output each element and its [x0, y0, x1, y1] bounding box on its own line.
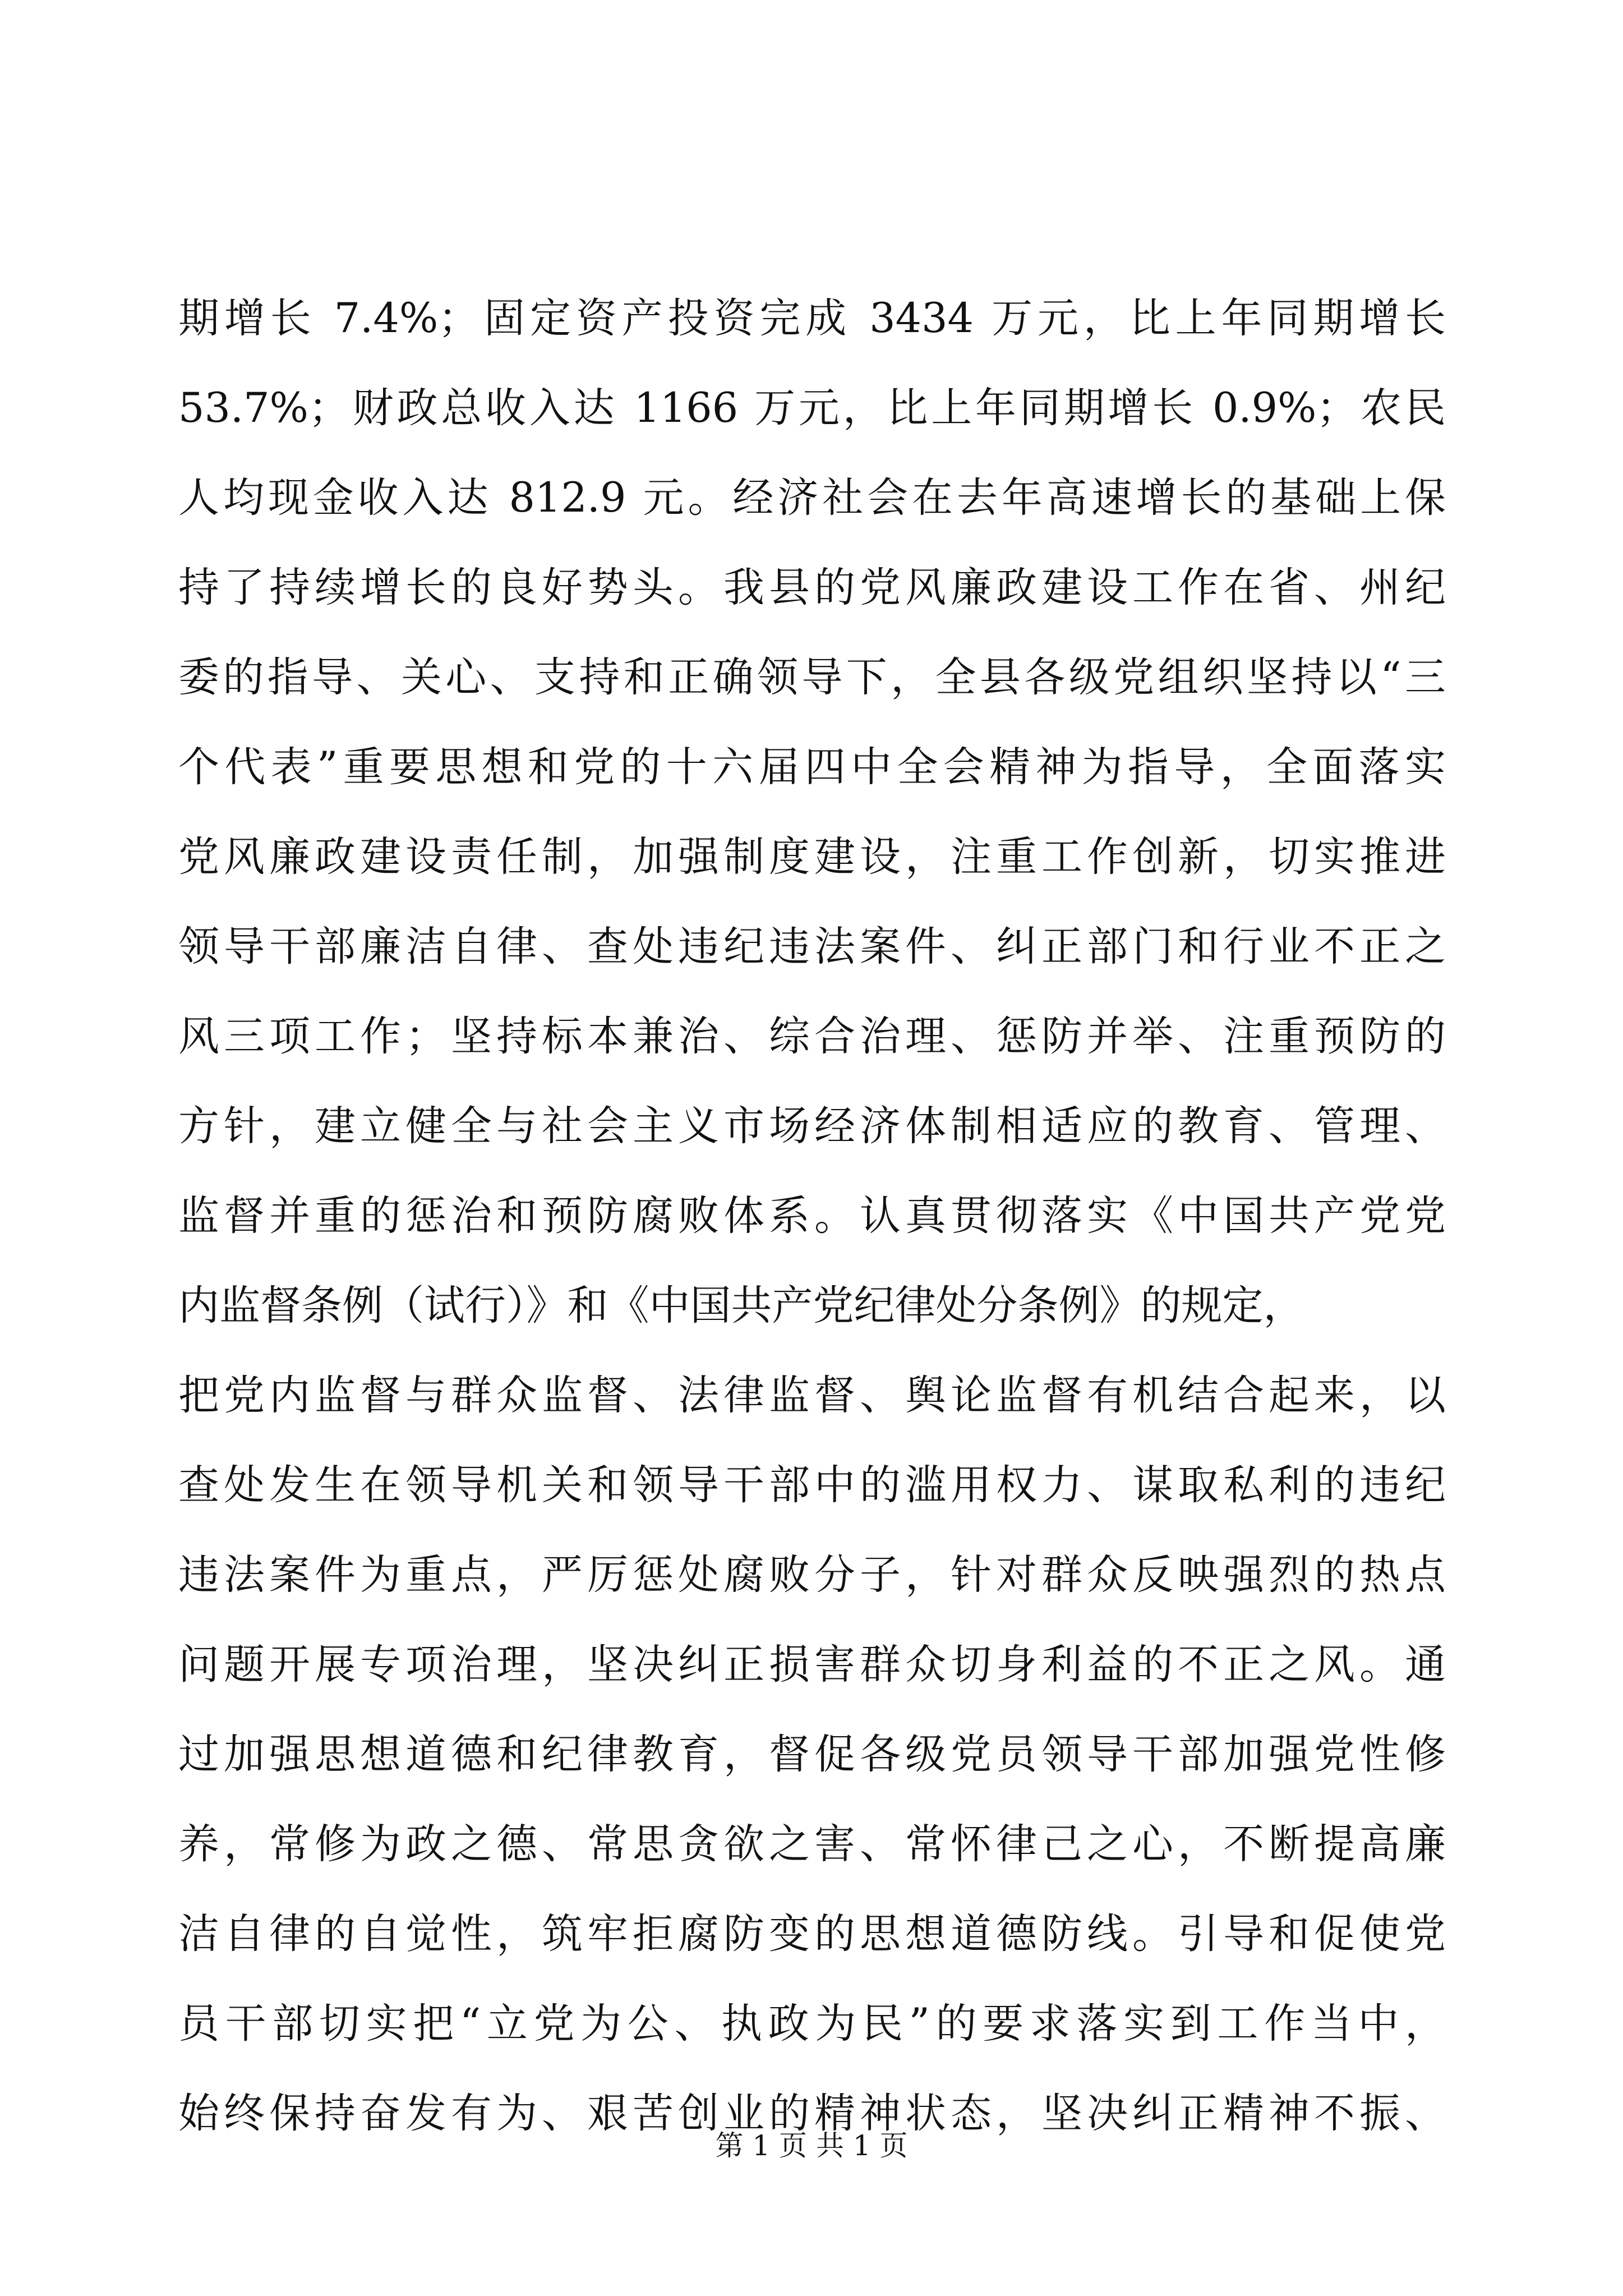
text-line: 过加强思想道德和纪律教育，督促各级党员领导干部加强党性修 [178, 1731, 1446, 1778]
text-line: 查处发生在领导机关和领导干部中的滥用权力、谋取私利的违纪 [178, 1461, 1446, 1509]
text-line: 始终保持奋发有为、艰苦创业的精神状态，坚决纠正精神不振、 [178, 2090, 1446, 2137]
text-line: 53.7%；财政总收入达 1166 万元，比上年同期增长 0.9%；农民 [178, 384, 1446, 432]
text-line: 问题开展专项治理，坚决纠正损害群众切身利益的不正之风。通 [178, 1641, 1446, 1688]
text-line: 洁自律的自觉性，筑牢拒腐防变的思想道德防线。引导和促使党 [178, 1910, 1446, 1958]
text-line: 违法案件为重点，严厉惩处腐败分子，针对群众反映强烈的热点 [178, 1551, 1446, 1599]
text-line: 监督并重的惩治和预防腐败体系。认真贯彻落实《中国共产党党 [178, 1192, 1446, 1240]
text-line: 员干部切实把“立党为公、执政为民”的要求落实到工作当中， [178, 2000, 1446, 2047]
text-line: 把党内监督与群众监督、法律监督、舆论监督有机结合起来，以 [178, 1372, 1446, 1419]
text-line: 个代表”重要思想和党的十六届四中全会精神为指导，全面落实 [178, 743, 1446, 791]
text-line: 风三项工作；坚持标本兼治、综合治理、惩防并举、注重预防的 [178, 1013, 1446, 1060]
text-line: 方针，建立健全与社会主义市场经济体制相适应的教育、管理、 [178, 1102, 1446, 1150]
text-line: 委的指导、关心、支持和正确领导下，全县各级党组织坚持以“三 [178, 654, 1446, 701]
text-line: 期增长 7.4%；固定资产投资完成 3434 万元，比上年同期增长 [178, 295, 1446, 342]
text-line: 持了持续增长的良好势头。我县的党风廉政建设工作在省、州纪 [178, 564, 1446, 611]
text-line: 养，常修为政之德、常思贪欲之害、常怀律己之心，不断提高廉 [178, 1820, 1446, 1868]
text-line: 人均现金收入达 812.9 元。经济社会在去年高速增长的基础上保 [178, 474, 1446, 522]
text-line: 党风廉政建设责任制，加强制度建设，注重工作创新，切实推进 [178, 833, 1446, 881]
page-footer [0, 2126, 1623, 2165]
page-number-label: 第 1 页 共 1 页 [715, 2129, 908, 2162]
document-body [178, 274, 1446, 2159]
text-line: 内监督条例（试行）》和《中国共产党纪律处分条例》的规定， [178, 1282, 1304, 1329]
text-line: 领导干部廉洁自律、查处违纪违法案件、纠正部门和行业不正之 [178, 923, 1446, 970]
